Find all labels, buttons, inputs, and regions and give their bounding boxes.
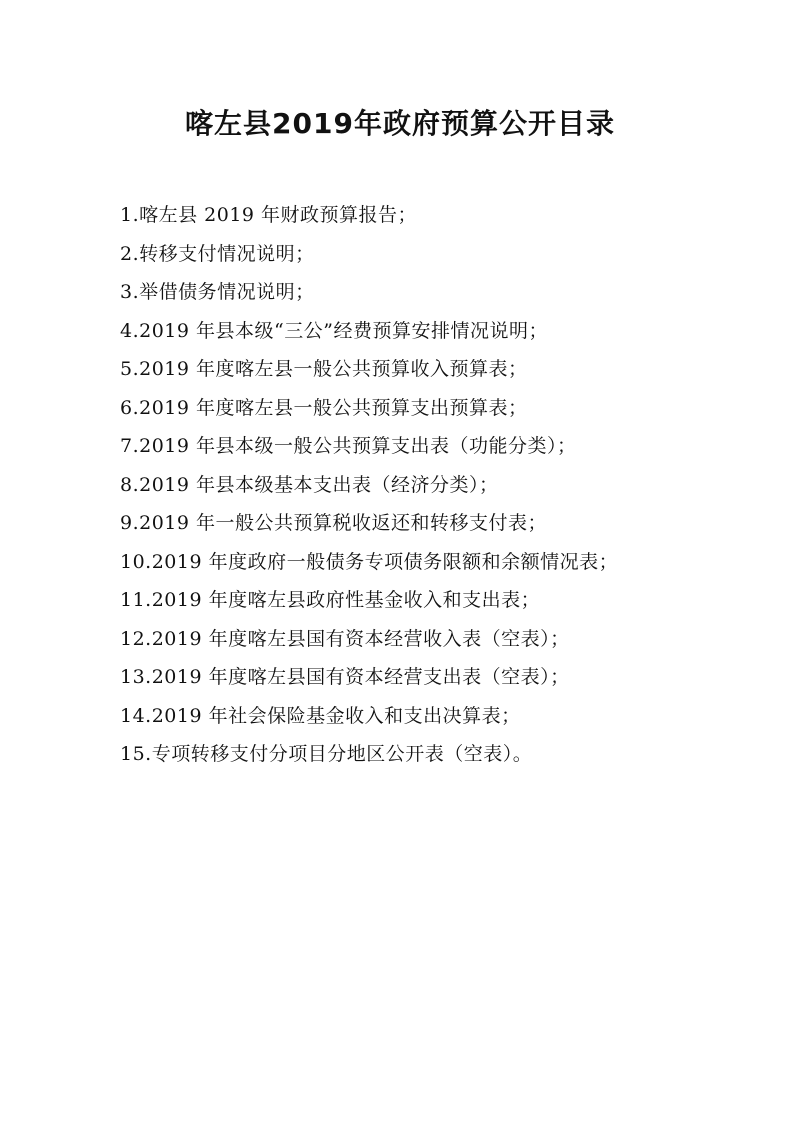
toc-item-5: 5.2019 年度喀左县一般公共预算收入预算表； bbox=[120, 358, 528, 380]
toc-item-15: 15.专项转移支付分项目分地区公开表（空表）。 bbox=[120, 743, 533, 765]
toc-item-1: 1.喀左县 2019 年财政预算报告； bbox=[120, 204, 418, 226]
toc-item-11: 11.2019 年度喀左县政府性基金收入和支出表； bbox=[120, 589, 541, 611]
toc-item-13: 13.2019 年度喀左县国有资本经营支出表（空表）； bbox=[120, 666, 570, 688]
toc-item-12: 12.2019 年度喀左县国有资本经营收入表（空表）； bbox=[120, 627, 570, 650]
table-of-contents bbox=[120, 196, 770, 774]
toc-item-14: 14.2019 年社会保险基金收入和支出决算表； bbox=[120, 704, 521, 727]
toc-item-6: 6.2019 年度喀左县一般公共预算支出预算表； bbox=[120, 396, 528, 419]
toc-item-9: 9.2019 年一般公共预算税收返还和转移支付表； bbox=[120, 512, 548, 534]
toc-item-3: 3.举借债务情况说明； bbox=[120, 281, 315, 303]
toc-item-10: 10.2019 年度政府一般债务专项债务限额和余额情况表； bbox=[120, 550, 619, 573]
document-title: 喀左县2019年政府预算公开目录 bbox=[185, 107, 615, 140]
toc-item-7: 7.2019 年县本级一般公共预算支出表（功能分类）； bbox=[120, 435, 577, 457]
toc-item-4: 4.2019 年县本级“三公”经费预算安排情况说明； bbox=[120, 319, 548, 342]
toc-item-2: 2.转移支付情况说明； bbox=[120, 242, 315, 265]
toc-item-8: 8.2019 年县本级基本支出表（经济分类）； bbox=[120, 473, 499, 496]
